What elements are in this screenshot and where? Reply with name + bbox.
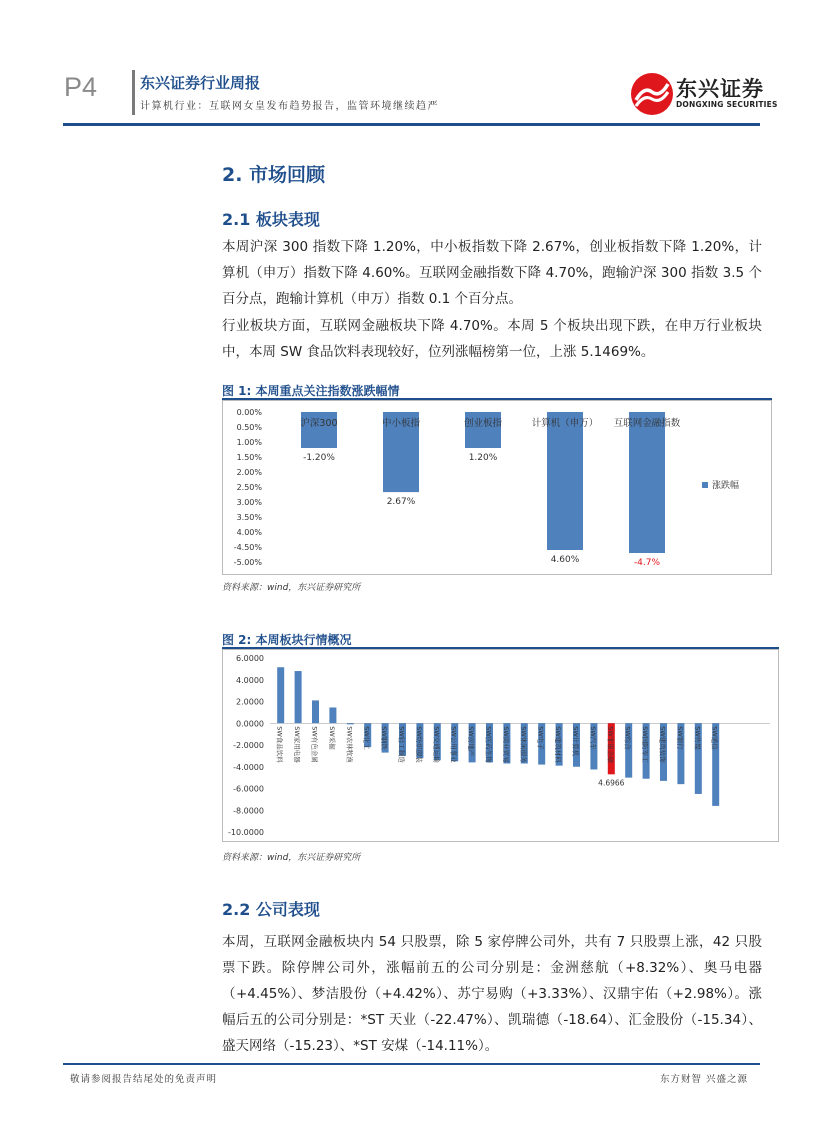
data-label: -1.20%	[303, 453, 335, 463]
y-tick-label: -4.50%	[233, 543, 262, 552]
bar	[329, 707, 336, 723]
category-label: SW传媒	[693, 726, 702, 750]
figure1-chart	[222, 400, 772, 575]
category-label: SW计算机	[571, 726, 580, 757]
y-tick-label: 0.50%	[236, 423, 262, 432]
category-label: SW休闲服务	[519, 726, 528, 763]
category-label: SW纺织服装	[414, 726, 423, 763]
legend-label: 涨跌幅	[712, 481, 740, 491]
logo-text-en: DONGXING SECURITIES	[676, 100, 778, 109]
category-label: 沪深300	[300, 418, 338, 429]
category-label: SW建筑装饰	[658, 726, 667, 763]
category-label: SW钢铁	[380, 726, 389, 750]
header-rule	[63, 123, 760, 126]
page-number: P4	[64, 72, 98, 102]
category-label: 创业板指	[463, 418, 503, 429]
category-label: SW非银金融	[606, 726, 615, 763]
subsection-heading-sector: 2.1 板块表现	[222, 210, 320, 229]
y-tick-label: -6.0000	[233, 784, 264, 794]
y-tick-label: -5.00%	[233, 558, 262, 567]
category-label: SW银行	[675, 726, 684, 750]
category-label: SW家用电器	[293, 726, 302, 763]
y-tick-label: 2.00%	[236, 468, 262, 477]
footer-disclaimer: 敬请参阅报告结尾处的免责声明	[70, 1074, 218, 1085]
data-label: 4.60%	[550, 555, 580, 565]
y-tick-label: 4.0000	[236, 675, 264, 685]
header-divider	[132, 70, 135, 115]
figure1-title: 图 1: 本周重点关注指数涨跌幅情	[222, 384, 400, 398]
category-label: SW商业贸易	[501, 726, 510, 763]
y-tick-label: -10.0000	[228, 828, 264, 837]
y-tick-label: 4.00%	[236, 528, 262, 537]
y-tick-label: 2.0000	[236, 697, 264, 707]
y-tick-label: 3.50%	[236, 513, 262, 522]
category-label: 中小板指	[381, 418, 421, 429]
paragraph-company-performance: 本周，互联网金融板块内 54 只股票，除 5 家停牌公司外，共有 7 只股票上涨，42 只股票下跌。除停牌公司外，涨幅前五的公司分别是：金洲慈航（+8.32%）、奥马电器（+4.45%）、梦洁股份（+4.42%）、苏宁易购（+3.33%）、汉鼎宇佑（+2.98%）。涨幅后五的公司分别是：*ST 天业（-22.47%）、凯瑞德（-18.64）、汇金股份（-15.34）、盛天网络（-15.23）、*ST 安煤（-14.11%）。	[222, 934, 762, 1054]
category-label: SW电子	[536, 726, 545, 750]
figure2-title: 图 2: 本周板块行情概况	[222, 633, 352, 647]
footer-rule	[63, 1063, 760, 1065]
subsection-heading-company: 2.2 公司表现	[222, 900, 320, 919]
y-tick-label: 3.00%	[236, 498, 262, 507]
figure2-chart	[222, 649, 779, 842]
bar	[312, 700, 319, 723]
logo-text-cn: 东兴证券	[676, 77, 764, 101]
paragraph-sector-performance: 行业板块方面，互联网金融板块下降 4.70%。本周 5 个板块出现下跌，在申万行业板块中，本周 SW 食品饮料表现较好，位列涨幅榜第一位，上涨 5.1469%。	[222, 318, 762, 360]
category-label: 计算机（申万）	[531, 418, 599, 429]
bar	[547, 412, 583, 550]
category-label: SW化工	[362, 726, 371, 750]
category-label: SW食品饮料	[275, 726, 284, 763]
category-label: 互联网金融指数	[613, 418, 681, 429]
category-label: SW国防军工	[641, 726, 650, 763]
bar	[277, 667, 284, 723]
category-label: SW有色金属	[310, 726, 319, 763]
figure2-source: 资料来源：wind，东兴证券研究所	[222, 853, 361, 863]
y-tick-label: -8.0000	[233, 806, 264, 816]
highlight-data-label: 4.6966	[598, 778, 625, 788]
category-label: SW房地产	[467, 726, 476, 757]
bar	[629, 412, 665, 553]
y-tick-label: 1.00%	[236, 438, 262, 447]
y-tick-label: 6.0000	[236, 654, 264, 663]
report-subtitle: 计算机行业：互联网女皇发布趋势报告，监管环境继续趋严	[140, 101, 439, 112]
figure1-source: 资料来源：wind，东兴证券研究所	[222, 583, 361, 593]
category-label: SW采掘	[327, 726, 336, 750]
data-label: 2.67%	[386, 497, 416, 508]
legend-swatch	[702, 482, 708, 488]
category-label: SW建筑材料	[554, 726, 563, 763]
section-heading: 2. 市场回顾	[222, 164, 326, 186]
paragraph-index-performance: 本周沪深 300 指数下降 1.20%，中小板指数下降 2.67%，创业板指数下降 1.20%，计算机（申万）指数下降 4.60%。互联网金融指数下降 4.70%，跑输沪深 300 指数 3.5 个百分点，跑输计算机（申万）指数 0.1 个百分点。	[222, 239, 762, 307]
category-label: SW通信	[710, 726, 719, 750]
data-label: -4.7%	[633, 558, 661, 568]
category-label: SW汽车	[588, 726, 597, 750]
bar	[347, 723, 354, 724]
y-tick-label: -2.0000	[233, 741, 264, 750]
y-tick-label: 0.0000	[236, 719, 264, 729]
y-tick-label: 2.50%	[236, 483, 262, 492]
bar	[295, 671, 302, 723]
data-label: 1.20%	[468, 453, 498, 463]
report-title: 东兴证券行业周报	[140, 74, 261, 92]
category-label: SW综合	[623, 726, 632, 750]
category-label: SW公用事业	[449, 726, 458, 763]
category-label: SW交通运输	[432, 726, 441, 763]
footer-slogan: 东方财智 兴盛之源	[660, 1074, 749, 1085]
y-tick-label: 1.50%	[236, 453, 262, 462]
y-tick-label: -4.0000	[233, 762, 264, 772]
y-tick-label: 0.00%	[236, 408, 262, 417]
category-label: SW农林牧渔	[345, 726, 354, 763]
category-label: SW轻工制造	[397, 726, 406, 763]
category-label: SW医药生物	[484, 726, 493, 763]
